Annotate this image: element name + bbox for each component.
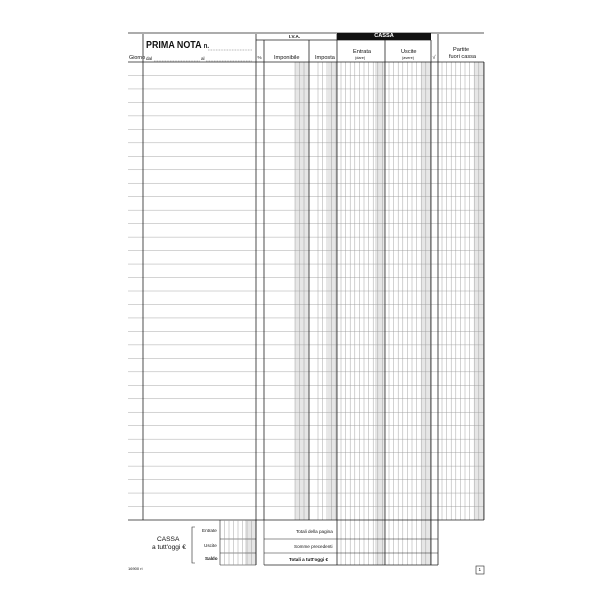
- cash-group-header: CASSA: [337, 33, 431, 40]
- form-number-label: n.: [203, 43, 209, 50]
- check-column-header: √: [432, 55, 436, 61]
- form-title-text: PRIMA NOTA: [146, 39, 202, 51]
- cash-box-title-line1: CASSA: [157, 536, 180, 543]
- income-column-header: Entrata: [353, 49, 372, 55]
- expense-column-header: Uscite: [401, 49, 417, 55]
- footer-income-label: Entrate: [202, 528, 217, 533]
- footer-box-cents-shade: [245, 520, 256, 565]
- period-from-label: dal: [146, 56, 153, 61]
- page-totals-label: Totali della pagina: [296, 529, 333, 534]
- cash-box-title-line2: a tutt'oggi €: [152, 544, 186, 551]
- iva-group-header: I.V.A.: [289, 33, 301, 39]
- form-code: 16900 ri: [128, 566, 143, 571]
- percent-column-header: %: [257, 55, 262, 60]
- non-cash-header-line2: fuori cassa: [449, 54, 477, 60]
- footer-balance-label: Saldo: [205, 556, 218, 561]
- digit-columns: [295, 62, 483, 565]
- non-cash-header-line1: Partite: [453, 47, 470, 53]
- previous-sums-label: Somme precedenti: [294, 544, 333, 549]
- day-column-header: Giorno: [129, 55, 146, 61]
- main-column-separators: [143, 34, 484, 565]
- shaded-columns: [245, 62, 484, 565]
- form-title: [146, 40, 209, 51]
- totals-to-date-label: Totali a tutt'oggi €: [289, 557, 329, 562]
- page-number: 1: [478, 566, 482, 572]
- period-to-label: al: [201, 56, 205, 61]
- income-cents-shade: [375, 62, 385, 565]
- taxable-column-header: Imponibile: [274, 55, 300, 61]
- footer-expense-label: Uscite: [204, 543, 217, 548]
- expense-column-subheader: (avere): [402, 56, 415, 60]
- income-column-subheader: (dare): [355, 56, 366, 60]
- tax-column-header: Imposta: [315, 55, 335, 61]
